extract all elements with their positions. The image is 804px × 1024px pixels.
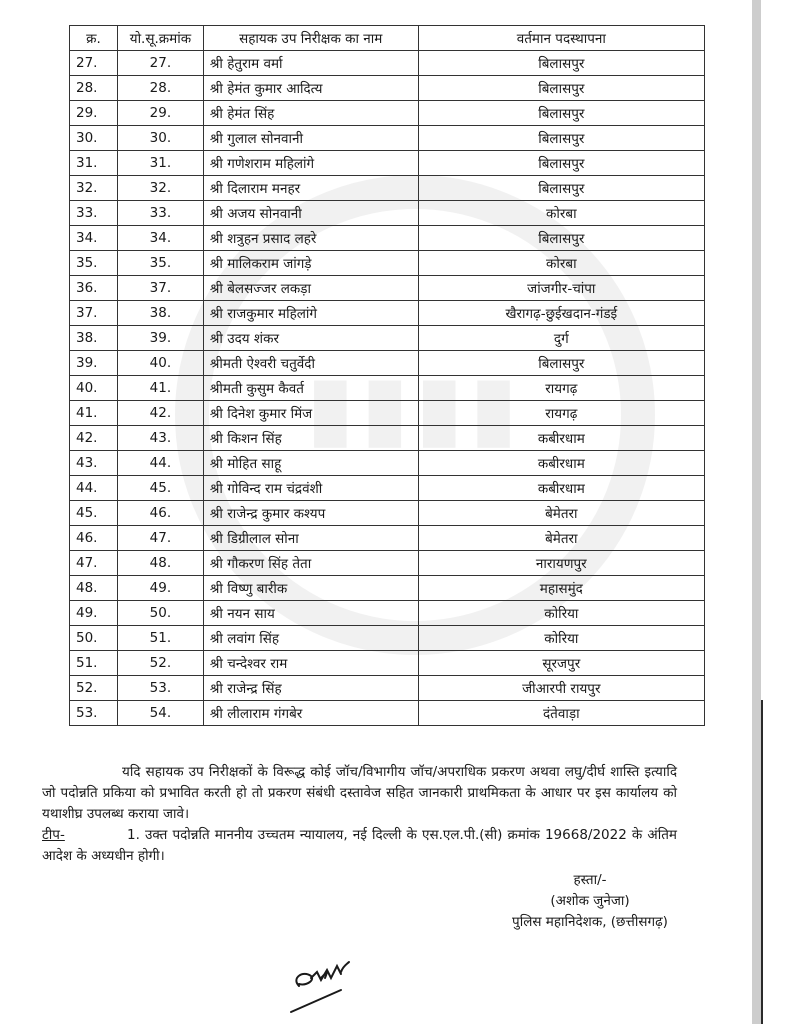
posting-cell: बिलासपुर [418,76,704,101]
posting-cell: कोरिया [418,626,704,651]
asi-name-cell: श्री गणेशराम महिलांगे [203,151,418,176]
table-row [70,126,705,151]
table-row [70,176,705,201]
header-asi-name: सहायक उप निरीक्षक का नाम [203,26,418,51]
watermark-text: ▮▮▮▮ [306,355,524,458]
table-row [70,526,705,551]
asi-name-cell: श्री किशन सिंह [203,426,418,451]
table-row [70,151,705,176]
asi-name-cell: श्रीमती ऐश्वरी चतुर्वेदी [203,351,418,376]
posting-cell: बिलासपुर [418,126,704,151]
serial-cell: 35. [70,251,118,276]
serial-cell: 43. [70,451,118,476]
signed-marker: हस्ता/- [573,872,607,888]
posting-cell: बिलासपुर [418,101,704,126]
instruction-paragraph: यदि सहायक उप निरीक्षकों के विरूद्ध कोई जॉच/विभागीय जॉच/अपराधिक प्रकरण अथवा लघु/दीर्घ शास्ति इत्यादि जो पदोन्नति प्रकिया को प्रभावित करती हो तो प्रकरण संबंधी दस्तावेज सहित जानकारी प्राथमिकता के आधार पर इस कार्यालय को यथाशीघ्र उपलब्ध कराया जावे। [42,764,677,822]
table-row [70,501,705,526]
asi-name-cell: श्री बेलसज्जर लकड़ा [203,276,418,301]
table-row [70,476,705,501]
gradation-number-cell: 41. [117,376,203,401]
posting-cell: महासमुंद [418,576,704,601]
table-row [70,426,705,451]
table-row [70,226,705,251]
posting-cell: रायगढ़ [418,376,704,401]
serial-cell: 49. [70,601,118,626]
asi-name-cell: श्री हेमंत कुमार आदित्य [203,76,418,101]
asi-name-cell: श्री उदय शंकर [203,326,418,351]
gradation-number-cell: 28. [117,76,203,101]
serial-cell: 50. [70,626,118,651]
asi-name-cell: श्री शत्रुहन प्रसाद लहरे [203,226,418,251]
gradation-number-cell: 34. [117,226,203,251]
posting-cell: बेमेतरा [418,501,704,526]
serial-cell: 32. [70,176,118,201]
table-row [70,201,705,226]
posting-cell: बिलासपुर [418,51,704,76]
gradation-number-cell: 32. [117,176,203,201]
gradation-number-cell: 50. [117,601,203,626]
table-row [70,601,705,626]
asi-name-cell: श्री लवांग सिंह [203,626,418,651]
note-text: 1. उक्त पदोन्नति माननीय उच्चतम न्यायालय, नई दिल्ली के एस.एल.पी.(सी) क्रमांक 19668/2022 के अंतिम आदेश के अध्यधीन होगी। [42,827,677,864]
asi-name-cell: श्री राजेन्द्र सिंह [203,676,418,701]
asi-name-cell: श्री लीलाराम गंगबेर [203,701,418,726]
serial-cell: 31. [70,151,118,176]
serial-cell: 51. [70,651,118,676]
serial-cell: 30. [70,126,118,151]
gradation-number-cell: 31. [117,151,203,176]
serial-cell: 36. [70,276,118,301]
serial-cell: 46. [70,526,118,551]
asi-name-cell: श्री राजकुमार महिलांगे [203,301,418,326]
table-row [70,76,705,101]
gradation-number-cell: 39. [117,326,203,351]
asi-name-cell: श्री दिलाराम मनहर [203,176,418,201]
note-section [42,825,677,867]
signature-block [480,870,700,933]
table-row [70,351,705,376]
gradation-number-cell: 27. [117,51,203,76]
serial-cell: 48. [70,576,118,601]
posting-cell: कोरबा [418,201,704,226]
gradation-number-cell: 35. [117,251,203,276]
table-row [70,326,705,351]
posting-cell: रायगढ़ [418,401,704,426]
serial-cell: 40. [70,376,118,401]
asi-name-cell: श्री राजेन्द्र कुमार कश्यप [203,501,418,526]
posting-cell: बिलासपुर [418,226,704,251]
posting-cell: दंतेवाड़ा [418,701,704,726]
gradation-number-cell: 48. [117,551,203,576]
table-row [70,576,705,601]
gradation-number-cell: 30. [117,126,203,151]
page-edge-line [761,700,763,1024]
gradation-number-cell: 51. [117,626,203,651]
gradation-number-cell: 40. [117,351,203,376]
gradation-number-cell: 37. [117,276,203,301]
note-label: टीप- [42,827,65,843]
posting-cell: दुर्ग [418,326,704,351]
gradation-number-cell: 49. [117,576,203,601]
posting-cell: जांजगीर-चांपा [418,276,704,301]
serial-cell: 29. [70,101,118,126]
serial-cell: 47. [70,551,118,576]
gradation-number-cell: 38. [117,301,203,326]
serial-cell: 44. [70,476,118,501]
serial-cell: 28. [70,76,118,101]
asi-name-cell: श्री हेमंत सिंह [203,101,418,126]
serial-cell: 27. [70,51,118,76]
gradation-number-cell: 45. [117,476,203,501]
posting-cell: बिलासपुर [418,351,704,376]
table-header-row [70,26,705,51]
table-row [70,701,705,726]
asi-name-cell: श्री दिनेश कुमार मिंज [203,401,418,426]
header-serial: क्र. [70,26,118,51]
serial-cell: 33. [70,201,118,226]
gradation-number-cell: 42. [117,401,203,426]
posting-cell: खैरागढ़-छुईखदान-गंडई [418,301,704,326]
signatory-name: (अशोक जुनेजा) [550,893,630,909]
gradation-number-cell: 46. [117,501,203,526]
table-row [70,376,705,401]
asi-name-cell: श्री नयन साय [203,601,418,626]
table-row [70,676,705,701]
posting-cell: सूरजपुर [418,651,704,676]
table-row [70,251,705,276]
gradation-number-cell: 29. [117,101,203,126]
asi-name-cell: श्री गुलाल सोनवानी [203,126,418,151]
gradation-number-cell: 52. [117,651,203,676]
asi-name-cell: श्री गौकरण सिंह तेता [203,551,418,576]
handwritten-signature-icon [285,948,395,1018]
table-row [70,451,705,476]
posting-cell: जीआरपी रायपुर [418,676,704,701]
posting-cell: कबीरधाम [418,426,704,451]
asi-name-cell: श्री गोविन्द राम चंद्रवंशी [203,476,418,501]
header-gradation-number: यो.सू.क्रमांक [117,26,203,51]
table-row [70,626,705,651]
asi-name-cell: श्री विष्णु बारीक [203,576,418,601]
posting-cell: कोरबा [418,251,704,276]
serial-cell: 39. [70,351,118,376]
table-row [70,101,705,126]
signatory-designation: पुलिस महानिदेशक, (छत्तीसगढ़) [512,914,668,930]
table-row [70,551,705,576]
table-body [70,51,705,726]
header-current-posting: वर्तमान पदस्थापना [418,26,704,51]
table-row [70,401,705,426]
asi-name-cell: श्री अजय सोनवानी [203,201,418,226]
serial-cell: 34. [70,226,118,251]
table-row [70,301,705,326]
posting-cell: कबीरधाम [418,451,704,476]
posting-cell: बिलासपुर [418,176,704,201]
serial-cell: 38. [70,326,118,351]
asi-name-cell: श्री डिग्रीलाल सोना [203,526,418,551]
asi-name-cell: श्री चन्देश्वर राम [203,651,418,676]
asi-name-cell: श्रीमती कुसुम कैवर्त [203,376,418,401]
serial-cell: 41. [70,401,118,426]
gradation-number-cell: 43. [117,426,203,451]
posting-cell: बिलासपुर [418,151,704,176]
table-row [70,51,705,76]
asi-name-cell: श्री मालिकराम जांगड़े [203,251,418,276]
table-row [70,276,705,301]
posting-cell: नारायणपुर [418,551,704,576]
asi-name-cell: श्री हेतुराम वर्मा [203,51,418,76]
gradation-number-cell: 54. [117,701,203,726]
gradation-number-cell: 53. [117,676,203,701]
posting-cell: कबीरधाम [418,476,704,501]
serial-cell: 45. [70,501,118,526]
asi-name-cell: श्री मोहित साहू [203,451,418,476]
gradation-number-cell: 44. [117,451,203,476]
scrollbar-track[interactable] [752,0,761,1024]
serial-cell: 53. [70,701,118,726]
serial-cell: 42. [70,426,118,451]
promotion-roster-table [69,25,705,726]
posting-cell: बेमेतरा [418,526,704,551]
posting-cell: कोरिया [418,601,704,626]
gradation-number-cell: 47. [117,526,203,551]
serial-cell: 37. [70,301,118,326]
serial-cell: 52. [70,676,118,701]
table-row [70,651,705,676]
gradation-number-cell: 33. [117,201,203,226]
